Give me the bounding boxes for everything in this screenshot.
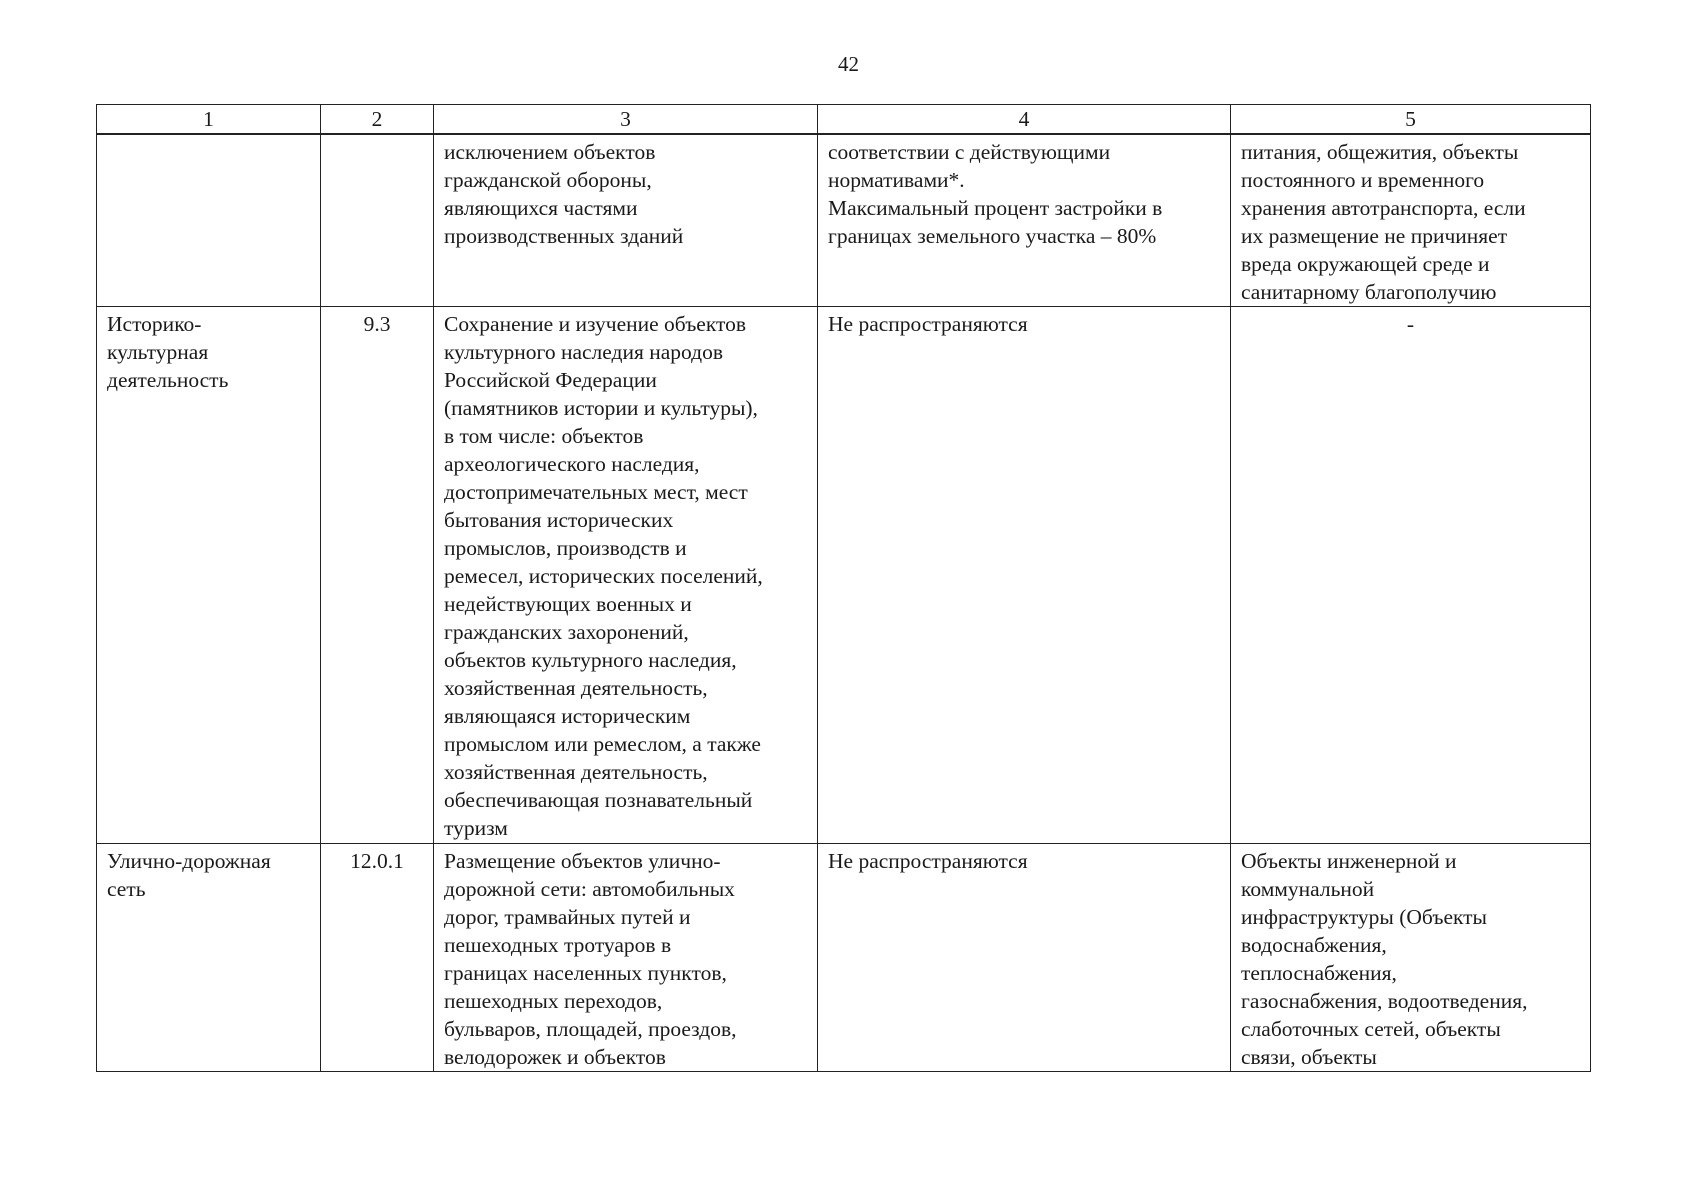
column-number-5: 5 (1231, 105, 1591, 135)
auxiliary-uses: питания, общежития, объекты постоянного и временного хранения автотранспорта, если их размещение не причиняет вреда окружающей среде и санитарному благополучию (1231, 134, 1591, 307)
use-type-code (321, 134, 434, 307)
use-type-name: Историко- культурная деятельность (97, 307, 321, 844)
column-number-1: 1 (97, 105, 321, 135)
column-number-3: 3 (434, 105, 818, 135)
use-type-name: Улично-дорожная сеть (97, 843, 321, 1071)
use-type-code: 9.3 (321, 307, 434, 844)
column-number-2: 2 (321, 105, 434, 135)
auxiliary-uses: Объекты инженерной и коммунальной инфраструктуры (Объекты водоснабжения, теплоснабжения, газоснабжения, водоотведения, слаботочных сетей, объекты связи, объекты (1231, 843, 1591, 1071)
table-row (97, 134, 1591, 307)
zoning-regulations-table (96, 104, 1591, 1072)
page-number: 42 (838, 52, 859, 76)
construction-parameters: соответствии с действующими нормативами*. Максимальный процент застройки в границах земельного участка – 80% (818, 134, 1231, 307)
auxiliary-uses: - (1231, 307, 1591, 844)
use-type-description: Сохранение и изучение объектов культурного наследия народов Российской Федерации (памятников истории и культуры), в том числе: объектов археологического наследия, достопримечательных мест, мест бытования исторических промыслов, производств и ремесел, исторических поселений, недействующих военных и гражданских захоронений, объектов культурного наследия, хозяйственная деятельность, являющаяся историческим промыслом или ремеслом, а также хозяйственная деятельность, обеспечивающая познавательный туризм (434, 307, 818, 844)
construction-parameters: Не распространяются (818, 307, 1231, 844)
column-number-4: 4 (818, 105, 1231, 135)
use-type-code: 12.0.1 (321, 843, 434, 1071)
use-type-name (97, 134, 321, 307)
use-type-description: Размещение объектов улично- дорожной сети: автомобильных дорог, трамвайных путей и пешеходных тротуаров в границах населенных пунктов, пешеходных переходов, бульваров, площадей, проездов, велодорожек и объектов (434, 843, 818, 1071)
table-row (97, 307, 1591, 844)
table-header-row (97, 105, 1591, 135)
table-row (97, 843, 1591, 1071)
use-type-description: исключением объектов гражданской обороны, являющихся частями производственных зданий (434, 134, 818, 307)
construction-parameters: Не распространяются (818, 843, 1231, 1071)
